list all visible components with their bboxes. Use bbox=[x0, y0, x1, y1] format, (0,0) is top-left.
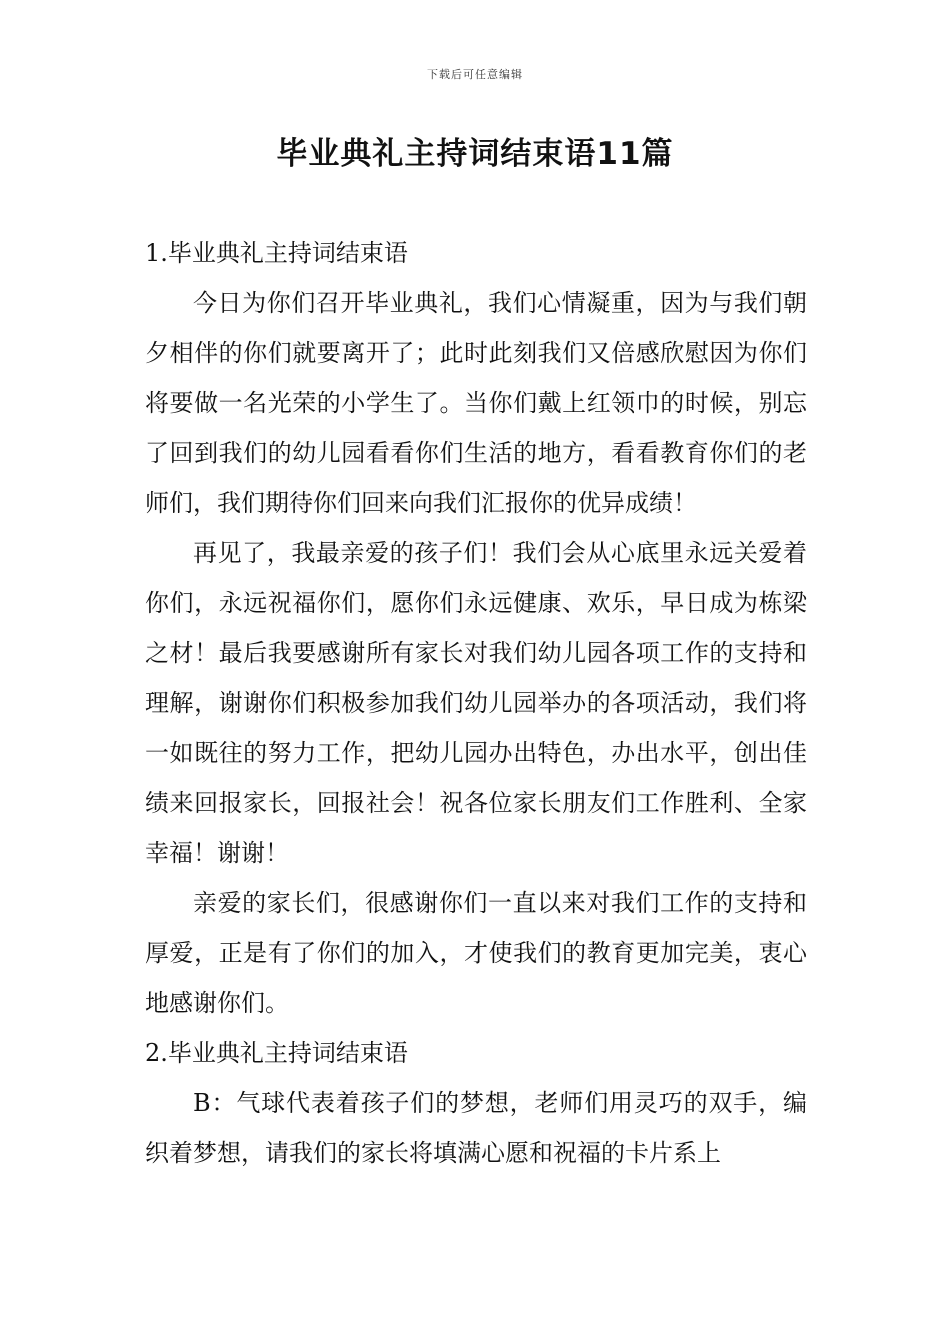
paragraph: 亲爱的家长们，很感谢你们一直以来对我们工作的支持和厚爱，正是有了你们的加入，才使我们的教育更加完美，衷心地感谢你们。 bbox=[145, 889, 807, 1017]
header-note: 下载后可任意编辑 bbox=[427, 68, 523, 81]
section-heading-1: 1.毕业典礼主持词结束语 bbox=[145, 239, 408, 267]
paragraph: 再见了，我最亲爱的孩子们！我们会从心底里永远关爱着你们，永远祝福你们，愿你们永远健康、欢乐，早日成为栋梁之材！最后我要感谢所有家长对我们幼儿园各项工作的支持和理解，谢谢你们积极参加我们幼儿园举办的各项活动，我们将一如既往的努力工作，把幼儿园办出特色，办出水平，创出佳绩来回报家长，回报社会！祝各位家长朋友们工作胜利、全家幸福！谢谢！ bbox=[145, 539, 807, 867]
document-body bbox=[145, 228, 807, 1178]
document-title: 毕业典礼主持词结束语11篇 bbox=[276, 136, 674, 172]
section-heading-2: 2.毕业典礼主持词结束语 bbox=[145, 1039, 408, 1067]
paragraph: B：气球代表着孩子们的梦想，老师们用灵巧的双手，编织着梦想，请我们的家长将填满心愿和祝福的卡片系上 bbox=[145, 1089, 807, 1167]
paragraph: 今日为你们召开毕业典礼，我们心情凝重，因为与我们朝夕相伴的你们就要离开了；此时此刻我们又倍感欣慰因为你们将要做一名光荣的小学生了。当你们戴上红领巾的时候，别忘了回到我们的幼儿园看看你们生活的地方，看看教育你们的老师们，我们期待你们回来向我们汇报你的优异成绩！ bbox=[145, 289, 807, 517]
